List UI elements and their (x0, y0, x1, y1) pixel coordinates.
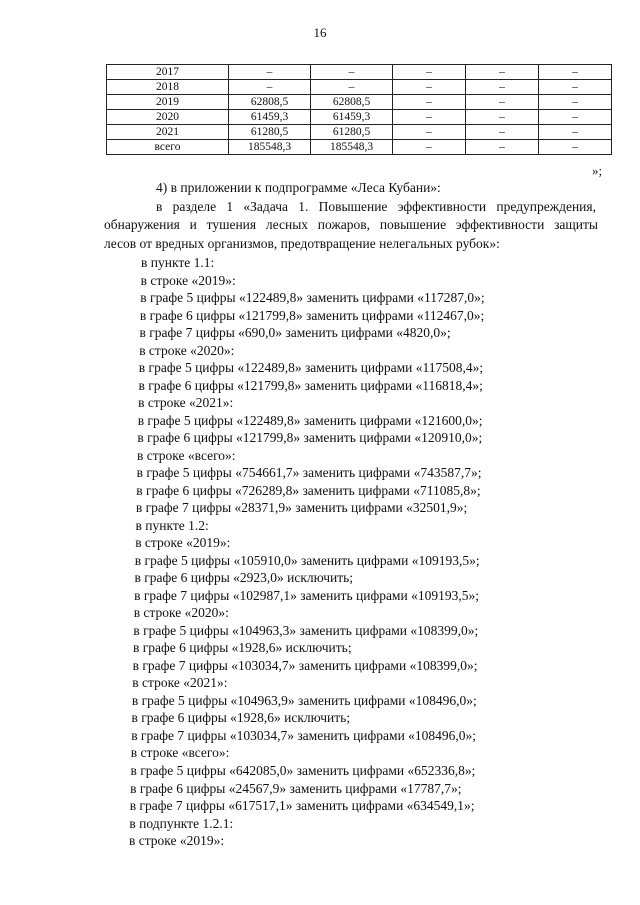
page-number: 16 (313, 25, 327, 40)
amendment-line: в графе 5 цифры «122489,8» заменить цифрами «117508,4»; (138, 360, 484, 376)
table-cell-e4: – (466, 95, 539, 110)
table-cell-e5: – (539, 65, 612, 80)
amendment-line: в графе 6 цифры «121799,8» заменить цифрами «112467,0»; (139, 307, 485, 323)
table-cell-e4: – (466, 110, 539, 125)
item-4-heading: 4) в приложении к подпрограмме «Леса Кубани»: (156, 180, 441, 195)
amendment-line: в строке «всего»: (130, 745, 230, 761)
amendment-line: в графе 5 цифры «104963,9» заменить цифрами «108496,0»; (131, 692, 477, 708)
table-closing-quote: »; (592, 163, 603, 178)
table-cell-e3: – (393, 80, 466, 95)
table-row (107, 140, 612, 155)
amendment-line: в графе 6 цифры «1928,6» исключить; (133, 640, 352, 656)
amendment-line: в строке «2020»: (133, 605, 229, 621)
table-cell-e4: – (466, 125, 539, 140)
amendment-line: в графе 6 цифры «1928,6» исключить; (131, 710, 351, 726)
table-row (107, 80, 612, 95)
amendment-line: в графе 6 цифры «121799,8» заменить цифрами «116818,4»; (138, 377, 483, 393)
table-cell-v2: 61280,5 (311, 125, 393, 140)
amendment-line: в строке «2020»: (139, 342, 235, 358)
table-cell-v1: – (229, 80, 311, 95)
table-row (107, 95, 612, 110)
section-heading-line-2: обнаружения и тушения лесных пожаров, повышение эффективности защиты (104, 217, 598, 232)
table-cell-e5: – (539, 110, 612, 125)
amendment-line: в пункте 1.2: (135, 517, 209, 533)
table-cell-year: 2017 (107, 65, 229, 80)
table-cell-v1: – (229, 65, 311, 80)
amendment-line: в строке «2019»: (129, 833, 225, 848)
amendment-line: в графе 5 цифры «122489,8» заменить цифрами «121600,0»; (137, 412, 483, 428)
table-cell-e3: – (393, 95, 466, 110)
amendment-line: в строке «2021»: (132, 675, 228, 691)
amendment-line: в строке «всего»: (137, 447, 236, 463)
table-cell-v2: 62808,5 (311, 95, 393, 110)
amendment-line: в графе 6 цифры «726289,8» заменить цифрами «711085,8»; (136, 482, 481, 498)
funding-table (106, 64, 612, 155)
table-cell-e3: – (393, 110, 466, 125)
amendment-line: в графе 5 цифры «754661,7» заменить цифрами «743587,7»; (136, 465, 482, 481)
amendment-line: в графе 6 цифры «24567,9» заменить цифрами «17787,7»; (130, 780, 462, 796)
section-heading-line-3: лесов от вредных организмов, предотвращение нелегальных рубок»: (104, 236, 500, 251)
table-cell-year: 2019 (107, 95, 229, 110)
table-cell-year: всего (107, 140, 229, 155)
table-cell-e4: – (466, 80, 539, 95)
amendment-line: в графе 7 цифры «103034,7» заменить цифрами «108496,0»; (131, 727, 477, 743)
amendment-line: в графе 7 цифры «102987,1» заменить цифрами «109193,5»; (134, 587, 479, 603)
amendment-line: в строке «2019»: (140, 272, 236, 288)
amendment-line: в графе 7 цифры «28371,9» заменить цифрами «32501,9»; (135, 500, 468, 516)
amendment-line: в графе 7 цифры «103034,7» заменить цифрами «108399,0»; (132, 657, 478, 673)
table-cell-e5: – (539, 125, 612, 140)
table-cell-e5: – (539, 80, 612, 95)
amendment-line: в графе 7 цифры «617517,1» заменить цифрами «634549,1»; (129, 798, 475, 813)
amendment-line: в строке «2019»: (135, 535, 231, 551)
table-cell-v2: 185548,3 (311, 140, 393, 155)
table-cell-v2: – (311, 65, 393, 80)
amendment-line: в строке «2021»: (138, 395, 234, 411)
amendment-line: в подпункте 1.2.1: (129, 815, 234, 831)
table-row (107, 65, 612, 80)
table-cell-e3: – (393, 65, 466, 80)
amendment-line: в графе 6 цифры «2923,0» исключить; (134, 570, 354, 586)
amendment-line: в пункте 1.1: (141, 255, 215, 270)
table-cell-v1: 61280,5 (229, 125, 311, 140)
table-cell-e4: – (466, 65, 539, 80)
amendment-line: в графе 5 цифры «642085,0» заменить цифрами «652336,8»; (130, 762, 476, 778)
table-cell-v2: – (311, 80, 393, 95)
table-cell-e5: – (539, 140, 612, 155)
table-cell-e5: – (539, 95, 612, 110)
amendment-line: в графе 5 цифры «122489,8» заменить цифрами «117287,0»; (140, 290, 485, 305)
table-row (107, 110, 612, 125)
amendment-line: в графе 5 цифры «104963,3» заменить цифрами «108399,0»; (133, 622, 479, 638)
table-row (107, 125, 612, 140)
table-cell-e3: – (393, 125, 466, 140)
table-cell-v2: 61459,3 (311, 110, 393, 125)
section-heading-line-1: в разделе 1 «Задача 1. Повышение эффективности предупреждения, (156, 199, 596, 214)
table-cell-year: 2020 (107, 110, 229, 125)
amendment-line: в графе 5 цифры «105910,0» заменить цифрами «109193,5»; (134, 552, 480, 568)
amendment-line: в графе 7 цифры «690,0» заменить цифрами «4820,0»; (139, 325, 451, 341)
amendment-line: в графе 6 цифры «121799,8» заменить цифрами «120910,0»; (137, 430, 483, 446)
table-cell-year: 2018 (107, 80, 229, 95)
table-cell-v1: 185548,3 (229, 140, 311, 155)
table-cell-year: 2021 (107, 125, 229, 140)
table-cell-e3: – (393, 140, 466, 155)
table-cell-v1: 62808,5 (229, 95, 311, 110)
table-cell-e4: – (466, 140, 539, 155)
table-cell-v1: 61459,3 (229, 110, 311, 125)
